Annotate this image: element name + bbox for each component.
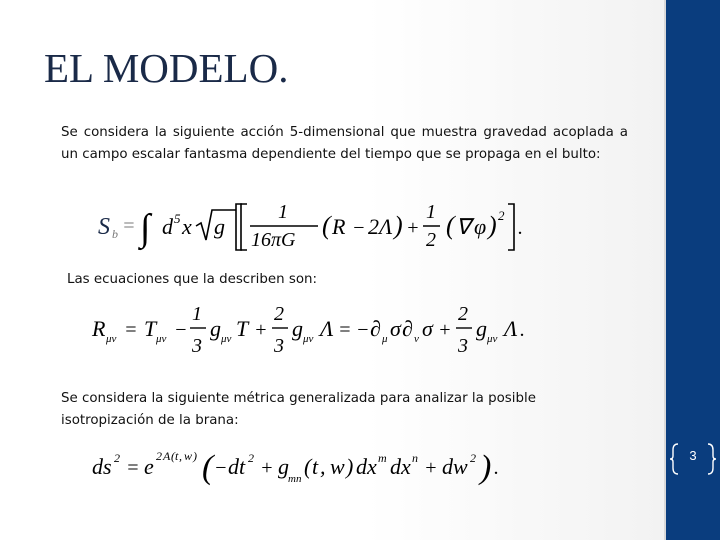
- svg-text:g: g: [278, 454, 289, 479]
- svg-text:dw: dw: [442, 454, 468, 479]
- svg-text:): ): [193, 449, 197, 463]
- svg-text:): ): [488, 211, 497, 240]
- svg-text:e: e: [144, 454, 154, 479]
- svg-text:(: (: [322, 211, 331, 240]
- svg-text:t: t: [175, 449, 179, 463]
- svg-text:2: 2: [156, 449, 162, 463]
- equation-field-graphic: [90, 298, 580, 360]
- paragraph-metric-intro: Se considera la siguiente métrica generalizada para analizar la posible isotropización de la brana:: [61, 391, 536, 428]
- svg-text:μν: μν: [156, 333, 167, 345]
- svg-text:−: −: [356, 319, 370, 341]
- svg-text:w: w: [184, 449, 193, 463]
- svg-text:∂: ∂: [402, 316, 413, 341]
- equation-field: [90, 298, 580, 360]
- svg-text:=: =: [126, 457, 140, 479]
- svg-text:−: −: [174, 319, 188, 341]
- svg-text:2: 2: [458, 303, 468, 325]
- svg-text:t: t: [312, 454, 319, 479]
- svg-text:g: g: [214, 214, 225, 239]
- svg-text:−: −: [352, 217, 366, 239]
- svg-text:m: m: [378, 451, 387, 465]
- svg-text:w: w: [330, 454, 345, 479]
- slide-title: EL MODELO.: [44, 45, 289, 91]
- svg-text:+: +: [424, 457, 438, 479]
- svg-text:): ): [346, 454, 354, 479]
- svg-text:=: =: [122, 215, 136, 237]
- svg-text:mn: mn: [288, 473, 302, 485]
- svg-text:μν: μν: [487, 333, 498, 345]
- equation-metric: [90, 440, 540, 496]
- svg-text:(: (: [304, 454, 312, 479]
- svg-text:Λ: Λ: [320, 316, 334, 341]
- svg-text:∇: ∇: [456, 214, 471, 239]
- svg-text:.: .: [520, 319, 525, 341]
- svg-text:μν: μν: [303, 333, 314, 345]
- svg-text:dx: dx: [356, 454, 377, 479]
- svg-text:T: T: [236, 316, 249, 341]
- svg-text:3: 3: [274, 335, 284, 357]
- svg-text:2: 2: [470, 451, 476, 465]
- right-bracket-icon: [706, 442, 716, 476]
- svg-text:(: (: [446, 211, 455, 240]
- svg-text:−: −: [214, 457, 228, 479]
- equation-action-graphic: [96, 196, 566, 256]
- svg-text:2: 2: [274, 303, 284, 325]
- svg-text:dx: dx: [390, 454, 411, 479]
- svg-text:S: S: [98, 214, 110, 240]
- svg-text:R: R: [332, 214, 346, 239]
- svg-text:n: n: [412, 451, 418, 465]
- svg-text:∫: ∫: [140, 207, 151, 249]
- svg-text:1: 1: [278, 201, 288, 223]
- svg-text:φ: φ: [474, 214, 487, 239]
- svg-text:T: T: [144, 316, 157, 341]
- equation-metric-graphic: [90, 440, 540, 496]
- svg-text:2Λ: 2Λ: [368, 214, 393, 239]
- svg-text:=: =: [124, 319, 138, 341]
- svg-text:μν: μν: [221, 333, 232, 345]
- svg-text:.: .: [518, 217, 523, 239]
- svg-text:μν: μν: [106, 333, 117, 345]
- svg-text:g: g: [292, 316, 303, 341]
- svg-text:): ): [480, 449, 492, 486]
- svg-text:σ: σ: [390, 316, 401, 341]
- svg-text:+: +: [438, 319, 452, 341]
- svg-text:+: +: [260, 457, 274, 479]
- svg-text:πG: πG: [271, 229, 296, 251]
- svg-text:+: +: [406, 217, 420, 239]
- svg-text:,: ,: [179, 449, 182, 463]
- svg-text:ds: ds: [92, 454, 112, 479]
- svg-text:∂: ∂: [370, 316, 381, 341]
- svg-text:1: 1: [192, 303, 202, 325]
- svg-text:3: 3: [458, 335, 468, 357]
- svg-text:2: 2: [498, 208, 505, 223]
- svg-text:g: g: [210, 316, 221, 341]
- svg-text:d: d: [162, 214, 173, 239]
- svg-text:(: (: [171, 449, 175, 463]
- svg-text:3: 3: [192, 335, 202, 357]
- svg-text:2: 2: [248, 451, 254, 465]
- svg-text:dt: dt: [228, 454, 246, 479]
- equation-action: [96, 196, 566, 256]
- svg-text:σ: σ: [422, 316, 433, 341]
- svg-text:Λ: Λ: [504, 316, 518, 341]
- svg-text:,: ,: [320, 454, 326, 479]
- svg-text:16: 16: [251, 229, 271, 251]
- page-number-badge: [670, 442, 716, 476]
- svg-text:x: x: [182, 214, 192, 239]
- svg-text:=: =: [338, 319, 352, 341]
- svg-text:): ): [394, 211, 403, 240]
- paragraph-equations-intro: Las ecuaciones que la describen son:: [67, 272, 318, 287]
- svg-text:.: .: [494, 457, 499, 479]
- svg-text:(: (: [202, 449, 214, 486]
- svg-text:R: R: [92, 316, 106, 341]
- paragraph-action-intro: Se considera la siguiente acción 5-dimensional que muestra gravedad acoplada a un campo escalar fantasma dependiente del tiempo que se propaga en el bulto:: [61, 125, 628, 162]
- svg-text:1: 1: [426, 201, 436, 223]
- svg-text:+: +: [254, 319, 268, 341]
- svg-text:2: 2: [426, 229, 436, 251]
- svg-text:b: b: [112, 227, 118, 241]
- svg-text:A: A: [163, 449, 171, 463]
- svg-text:μ: μ: [382, 333, 388, 345]
- page-number: 3: [689, 448, 697, 463]
- svg-text:5: 5: [174, 211, 181, 226]
- svg-text:g: g: [476, 316, 487, 341]
- svg-text:2: 2: [114, 451, 120, 465]
- svg-text:ν: ν: [414, 333, 419, 345]
